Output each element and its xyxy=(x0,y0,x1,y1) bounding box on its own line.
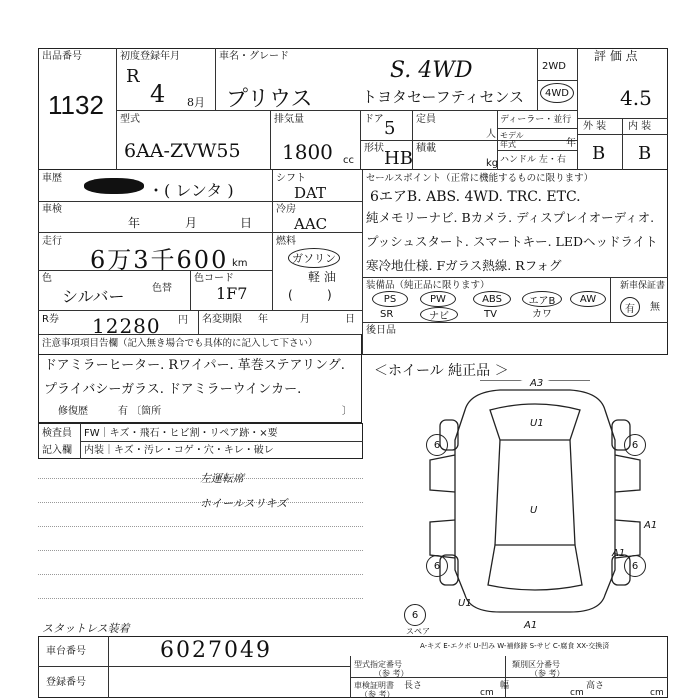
car-grade-line: S. 4WD xyxy=(390,58,473,83)
color-code-value: 1F7 xyxy=(216,284,248,303)
inspector-row-1: FW｜キズ・飛石・ヒビ割・リペア跡・×要 xyxy=(84,428,278,439)
width-cm: cm xyxy=(570,688,584,698)
type-ref: （参 考） xyxy=(374,669,409,678)
inspector-extra: スタットレス装着 xyxy=(42,622,130,635)
cc-unit: cc xyxy=(343,155,354,166)
era-value: R xyxy=(126,66,140,87)
lot-number: 1132 xyxy=(48,90,104,120)
class-label: 類別区分番号 xyxy=(512,660,560,669)
ac-label: 冷房 xyxy=(276,204,296,215)
drive-4wd: 4WD xyxy=(545,87,569,99)
damage-mark-a1-bottom: A1 xyxy=(524,620,538,631)
damage-mark-a1-br: A1 xyxy=(612,548,626,559)
history-label: 車歴 xyxy=(42,173,62,184)
chassis-label: 車台番号 xyxy=(46,646,86,657)
equip-pw: PW xyxy=(420,291,456,307)
shift-value: DAT xyxy=(294,184,327,202)
color-value: シルバー xyxy=(62,287,125,306)
history-value: ・( レンタ ) xyxy=(148,181,234,200)
inspection-year: 年 xyxy=(128,216,141,230)
fuel-gasoline-circle xyxy=(288,248,340,268)
lot-label: 出品番号 xyxy=(42,51,82,62)
after-label: 後日品 xyxy=(366,325,396,336)
displacement-value: 1800 xyxy=(282,140,333,164)
doors-label: ドア xyxy=(364,114,384,125)
tire-fr: 6 xyxy=(624,434,646,456)
dealer-label: ディーラー・並行 xyxy=(500,115,572,125)
displacement-label: 排気量 xyxy=(274,114,304,125)
nc-day: 日 xyxy=(345,314,355,325)
repair-label: 修復歴 xyxy=(58,406,88,417)
fuel-alt: 軽 油 xyxy=(308,270,336,284)
equip-sr: SR xyxy=(380,309,394,320)
fuel-paren: ( ) xyxy=(288,288,332,302)
shape-label: 形状 xyxy=(364,143,384,154)
chassis-value: 6027049 xyxy=(160,638,272,663)
mileage-label: 走行 xyxy=(42,236,62,247)
recycle-label: R券 xyxy=(42,314,59,325)
sales-line-3: プッシュスタート. スマートキー. LEDヘッドライト xyxy=(366,234,658,249)
drive-2wd: 2WD xyxy=(542,61,566,72)
tire-spare: 6 xyxy=(404,604,426,626)
handle-label: ハンドル 左・右 xyxy=(500,155,566,165)
sales-line-4: 寒冷地仕様. Fガラス熱線. Rフォグ xyxy=(366,258,562,273)
color-change-label: 色替 xyxy=(152,283,172,294)
car-diagram xyxy=(410,380,660,620)
interior-label: 内 装 xyxy=(628,121,652,132)
capacity-label: 定員 xyxy=(416,114,436,125)
legend: A-キズ E-エクボ U-凹み W-補修跡 S-サビ C-腐食 XX-交換済 xyxy=(420,642,610,650)
tire-rl: 6 xyxy=(426,555,448,577)
width-label: 幅 xyxy=(500,681,510,691)
manual-label: 新車保証書 xyxy=(620,281,666,291)
car-grade-label: 車名・グレード xyxy=(219,51,289,62)
month-value: 8月 xyxy=(187,96,205,109)
inspector-label-1: 検査員 xyxy=(42,428,72,439)
recycle-value: 12280 xyxy=(92,314,161,338)
doors-value: 5 xyxy=(384,118,396,139)
eval-label: 評 価 点 xyxy=(594,49,638,63)
exterior-grade: B xyxy=(592,143,606,164)
equip-tv: TV xyxy=(484,309,497,320)
inspector-comment-2: ホイールスリキズ xyxy=(200,497,288,510)
load-label: 積載 xyxy=(416,143,436,154)
model-year-label: モデル 年式 xyxy=(500,131,524,149)
fuel-value: ガソリン xyxy=(292,252,336,265)
inspector-comment-1: 左運転席 xyxy=(200,472,244,485)
reg-label: 登録番号 xyxy=(46,677,86,688)
damage-mark-u1-top: U1 xyxy=(530,418,544,429)
cert-label: 車検証明書 xyxy=(354,681,394,690)
inspection-day: 日 xyxy=(240,216,253,230)
damage-mark-u: U xyxy=(530,505,538,516)
length-label: 長さ xyxy=(404,681,423,691)
damage-mark-a1-r: A1 xyxy=(644,520,658,531)
damage-mark-u1-bottom: U1 xyxy=(458,598,472,609)
shape-value: HB xyxy=(384,148,413,169)
inspector-row-2: 内装｜キズ・汚レ・コゲ・穴・キレ・破レ xyxy=(84,445,274,456)
height-cm: cm xyxy=(650,688,664,698)
equip-ps: PS xyxy=(372,291,408,307)
model-value: 6AA-ZVW55 xyxy=(124,140,241,162)
inspection-label: 車検 xyxy=(42,204,62,215)
mileage-value: 6万3千600 xyxy=(90,246,229,274)
damage-mark-a3: A3 xyxy=(530,378,544,389)
year-value: 4 xyxy=(150,80,166,108)
notes-line-2: プライバシーガラス. ドアミラーウインカー. xyxy=(44,382,302,397)
manual-no: 無 xyxy=(650,302,660,313)
drive-4wd-circle xyxy=(540,83,574,103)
notes-label: 注意事項項目告欄（記入無き場合でも具体的に記入して下さい） xyxy=(42,338,318,349)
inspector-label-2: 記入欄 xyxy=(42,445,72,456)
shift-label: シフト xyxy=(276,173,306,184)
diagram-title: ＜ホイール 純正品 ＞ xyxy=(374,363,509,379)
repair-close: 〕 xyxy=(342,406,352,417)
inspection-month: 月 xyxy=(185,216,198,230)
interior-grade: B xyxy=(638,143,652,164)
eval-score: 4.5 xyxy=(620,86,652,110)
equipment-label: 装備品（純正品に限ります） xyxy=(366,280,490,291)
sales-line-2: 純メモリーナビ. Bカメラ. ディスプレイオーディオ. xyxy=(366,210,655,225)
car-grade-detail: トヨタセーフティセンス xyxy=(362,88,525,106)
sales-points-label: セールスポイント（正常に機能するものに限ります） xyxy=(366,173,594,184)
nc-month: 月 xyxy=(300,314,310,325)
exterior-label: 外 装 xyxy=(583,121,607,132)
type-label: 型式指定番号 xyxy=(354,660,402,669)
height-label: 高さ xyxy=(586,681,605,691)
color-label: 色 xyxy=(42,273,52,284)
equip-aw: AW xyxy=(570,291,606,307)
car-name: プリウス xyxy=(226,87,313,112)
spare-label: スペア xyxy=(406,627,430,636)
sales-line-1: 6エアB. ABS. 4WD. TRC. ETC. xyxy=(370,189,581,205)
repair-value: 有 〔箇所 xyxy=(118,406,162,417)
model-label: 型式 xyxy=(120,114,140,125)
nc-year: 年 xyxy=(258,314,268,325)
kg-unit: kg xyxy=(486,158,499,169)
fuel-label: 燃料 xyxy=(276,236,296,247)
tire-fl: 6 xyxy=(426,434,448,456)
manual-yes: 有 xyxy=(620,297,640,317)
history-redacted xyxy=(84,178,144,194)
equip-leather: カワ xyxy=(532,309,552,320)
ac-value: AAC xyxy=(294,215,328,233)
name-change-label: 名変期限 xyxy=(202,314,242,325)
year-unit: 年 xyxy=(566,138,576,149)
equip-navi: ナビ xyxy=(420,307,458,322)
yen-unit: 円 xyxy=(178,315,188,326)
length-cm: cm xyxy=(480,688,494,698)
km-unit: km xyxy=(232,258,248,269)
first-reg-label: 初度登録年月 xyxy=(120,51,180,62)
class-ref: （参 考） xyxy=(530,669,565,678)
notes-line-1: ドアミラーヒーター. Rワイパー. 革巻ステアリング. xyxy=(44,358,345,373)
equip-airbag: エアB xyxy=(522,291,562,307)
person-unit: 人 xyxy=(486,129,496,140)
color-code-label: 色コード xyxy=(194,273,234,284)
equip-abs: ABS xyxy=(473,291,511,307)
cert-ref: （参 考） xyxy=(360,690,395,699)
tire-rr: 6 xyxy=(624,555,646,577)
